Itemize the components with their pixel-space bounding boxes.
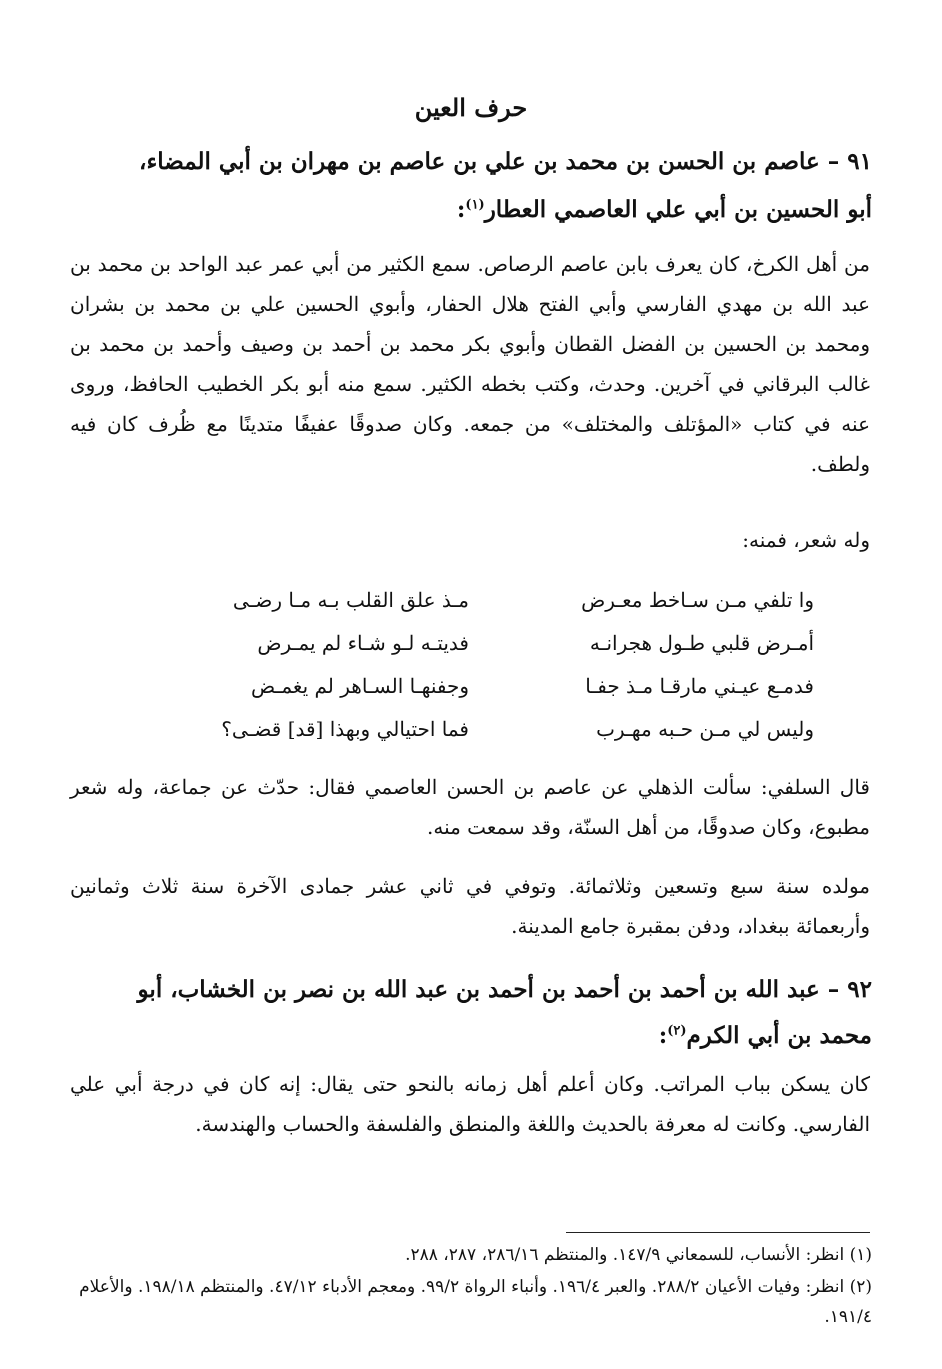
footnote-2: (٢) انظر: وفيات الأعيان ٢٨٨/٢. والعبر ١٩٦/٤. وأنباء الرواة ٩٩/٢. ومعجم الأدباء ٤٧/١٢. والمنتظم ١٩٨/١٨. والأعلام ١٩١/٤. [79,1277,872,1327]
heading-colon: : [658,1022,668,1049]
entry-92-paragraph-1: كان يسكن بباب المراتب. وكان أعلم أهل زمانه بالنحو حتى يقال: إنه كان في درجة أبي علي الفارسي. وكانت له معرفة بالحديث واللغة والمنطق والفلسفة والحساب والهندسة. [70,1072,870,1136]
verse-line [114,670,814,702]
verse-second-hemistich: وجفنهـا السـاهر لم يغمـض [251,674,469,698]
entry-91-paragraph-3: مولده سنة سبع وتسعين وثلاثمائة. وتوفي في ثاني عشر جمادى الآخرة سنة ثلاث وثمانين وأربعمائة ببغداد، ودفن بمقبرة جامع المدينة. [70,874,870,938]
entry-91-paragraph-1: من أهل الكرخ، كان يعرف بابن عاصم الرصاص. سمع الكثير من أبي عمر عبد الواحد بن محمد بن عبد الله بن مهدي الفارسي وأبي الفتح هلال الحفار، وأبوي الحسين علي بن محمد بن بشران ومحمد بن الحسين بن الفضل القطان وأبوي بكر محمد بن أحمد بن وصيف وأحمد بن محمد بن غالب البرقاني في آخرين. وحدث، وكتب بخطه الكثير. سمع منه أبو بكر الخطيب الحافظ، وروى عنه في كتاب «المؤتلف والمختلف» من جمعه. وكان صدوقًا عفيفًا متدينًا مع ظُرف كان فيه ولطف. [70,252,870,476]
footnote-separator [566,1232,870,1233]
verse-first-hemistich: وليس لي مـن حـبه مهـرب [596,717,814,741]
entry-91-paragraph-2: قال السلفي: سألت الذهلي عن عاصم بن الحسن العاصمي فقال: حدّث عن جماعة، وله شعر مطبوع، وكان صدوقًا، من أهل السنّة، وقد سمعت منه. [70,775,870,839]
verse-first-hemistich: فدمـع عيـني مارقـا مـذ جفـا [585,674,814,698]
entry-91-heading-name: أبو الحسين بن أبي علي العاصمي العطار [484,196,872,223]
footnote-ref-2[interactable]: (٢) [667,1023,687,1039]
entry-92-heading-line2 [72,1012,872,1060]
page-title: حرف العين [414,93,528,122]
verse-first-hemistich: وا تلفي مـن سـاخط معـرض [581,588,814,612]
verse-second-hemistich: فما احتيالي وبهذا [قد] قضـى؟ [221,717,469,741]
entry-91-heading-line2 [72,186,872,234]
verse-second-hemistich: مـذ علق القلب بـه مـا رضـى [232,588,469,612]
heading-colon: : [456,196,466,223]
entry-91-heading-line1: ٩١ – عاصم بن الحسن بن محمد بن علي بن عاصم بن مهران بن أبي المضاء، [139,148,872,175]
verse-first-hemistich: أمـرض قلبي طـول هجرانـه [589,631,814,655]
poetry-intro: وله شعر، فمنه: [742,528,870,552]
footnote-ref-1[interactable]: (١) [465,197,485,213]
verse-line [114,627,814,659]
verse-line [114,584,814,616]
entry-92-heading-line1: ٩٢ – عبد الله بن أحمد بن أحمد بن أحمد بن عبد الله بن نصر بن الخشاب، أبو [137,976,872,1003]
footnote-1: (١) انظر: الأنساب، للسمعاني ١٤٧/٩. والمنتظم ٢٨٦/١٦، ٢٨٧، ٢٨٨. [405,1245,872,1265]
entry-92-heading-name: محمد بن أبي الكرم [686,1022,872,1049]
verse-line [114,713,814,745]
verse-second-hemistich: فديتـه لـو شـاء لم يمـرض [257,631,469,655]
